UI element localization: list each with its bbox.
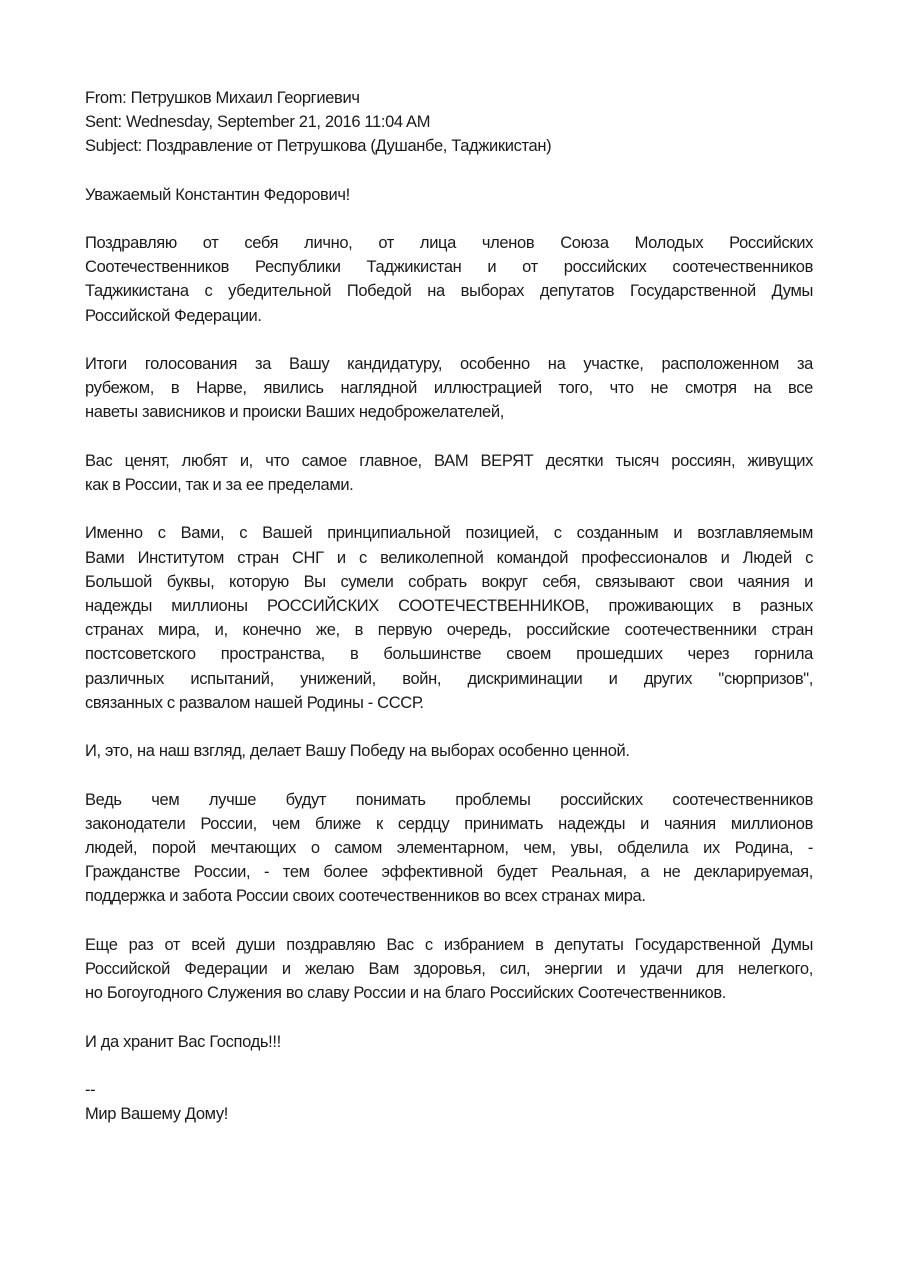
text-line: Именно с Вами, с Вашей принципиальной позицией, с созданным и возглавляемым: [85, 524, 813, 543]
text-line: Вами Институтом стран СНГ и с великолепной командой профессионалов и Людей с: [85, 548, 813, 567]
text-line: различных испытаний, унижений, войн, дискриминации и других "сюрпризов",: [85, 669, 813, 688]
text-line: поддержка и забота России своих соотечественников во всех странах мира.: [85, 887, 646, 906]
sent-line: [85, 110, 813, 134]
text-line: связанных с развалом нашей Родины - СССР.: [85, 693, 424, 712]
text-line: И, это, на наш взгляд, делает Вашу Победу на выборах особенно ценной.: [85, 742, 630, 761]
text-line: людей, порой мечтающих о самом элементарном, чем, увы, обделила их Родина, -: [85, 839, 813, 857]
greeting: Уважаемый Константин Федорович!: [85, 185, 350, 204]
text-line: Российской Федерации и желаю Вам здоровья, сил, энергии и удачи для нелегкого,: [85, 960, 813, 978]
text-line: как в России, так и за ее пределами.: [85, 476, 354, 494]
text-line: странах мира, и, конечно же, в первую очередь, российские соотечественники стран: [85, 621, 813, 640]
subject-line: [85, 134, 813, 158]
text-line: Вас ценят, любят и, что самое главное, ВАМ ВЕРЯТ десятки тысяч россиян, живущих: [85, 451, 813, 470]
paragraph-wishes: [85, 933, 813, 1006]
text-line: Еще раз от всей души поздравляю Вас с избранием в депутаты Государственной Думы: [85, 935, 813, 954]
text-line: наветы зависников и происки Ваших недоброжелателей,: [85, 403, 504, 422]
text-line: Российской Федерации.: [85, 306, 262, 325]
text-line: И да хранит Вас Господь!!!: [85, 1032, 281, 1051]
sent-value: Wednesday, September 21, 2016 11:04 AM: [126, 113, 431, 132]
text-line: Ведь чем лучше будут понимать проблемы российских соотечественников: [85, 790, 813, 809]
subject-value: Поздравление от Петрушкова (Душанбе, Таджикистан): [146, 137, 552, 156]
paragraph-legislators: [85, 788, 813, 909]
sent-label: Sent:: [85, 113, 122, 132]
text-line: Соотечественников Республики Таджикистан и от российских соотечественников: [85, 258, 813, 277]
paragraph-trust: [85, 449, 813, 497]
email-header: [85, 86, 813, 159]
paragraph-valuable-victory: [85, 739, 813, 763]
text-line: Таджикистана с убедительной Победой на выборах депутатов Государственной Думы: [85, 282, 813, 301]
from-line: [85, 86, 813, 110]
signature: Мир Вашему Дому!: [85, 1105, 228, 1124]
text-line: Итоги голосования за Вашу кандидатуру, особенно на участке, расположенном за: [85, 355, 813, 373]
text-line: законодатели России, чем ближе к сердцу принимать надежды и чаяния миллионов: [85, 814, 813, 833]
signature-separator: --: [85, 1080, 96, 1099]
paragraph-voting-results: [85, 352, 813, 425]
from-label: From:: [85, 89, 127, 107]
text-line: постсоветского пространства, в большинстве своем прошедших через горнила: [85, 645, 813, 664]
text-line: Большой буквы, которую Вы сумели собрать вокруг себя, связывают свои чаяния и: [85, 572, 813, 591]
paragraph-blessing: [85, 1030, 813, 1054]
email-document: [85, 86, 813, 1126]
from-value: Петрушков Михаил Георгиевич: [130, 89, 360, 107]
text-line: Поздравляю от себя лично, от лица членов Союза Молодых Российских: [85, 234, 813, 252]
text-line: но Богоугодного Служения во славу России и на благо Российских Соотечественников.: [85, 984, 727, 1003]
text-line: надежды миллионы РОССИЙСКИХ СООТЕЧЕСТВЕННИКОВ, проживающих в разных: [85, 597, 813, 615]
text-line: рубежом, в Нарве, явились наглядной иллюстрацией того, что не смотря на все: [85, 379, 813, 398]
paragraph-congratulations: [85, 231, 813, 328]
paragraph-compatriots: [85, 521, 813, 715]
text-line: Гражданстве России, - тем более эффективной будет Реальная, а не декларируемая,: [85, 863, 813, 882]
subject-label: Subject:: [85, 137, 142, 156]
